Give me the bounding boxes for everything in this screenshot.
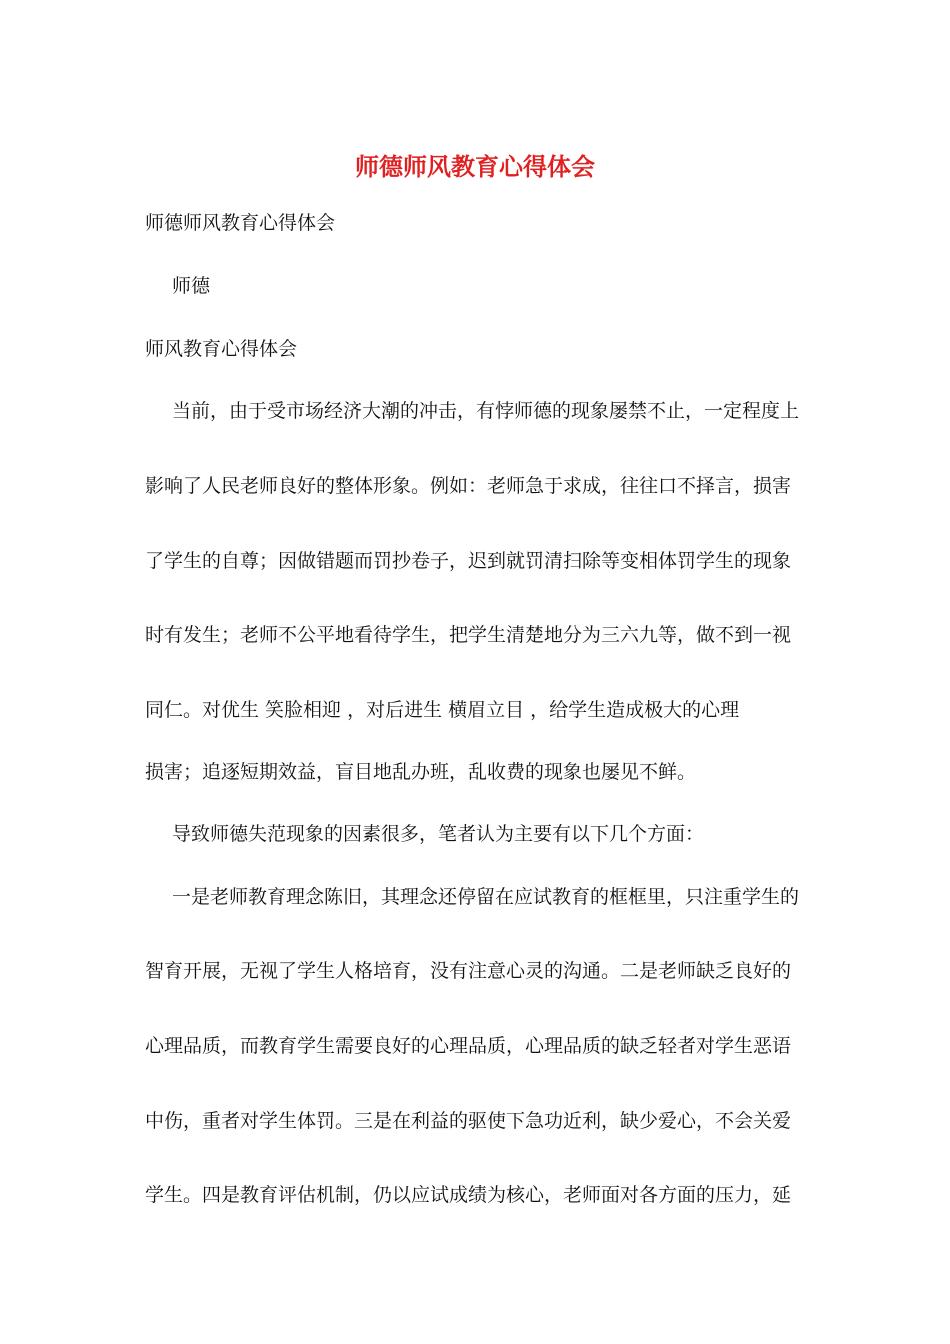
- paragraph-1-line-6: 损害；追逐短期效益，盲目地乱办班，乱收费的现象也屡见不鲜。: [145, 761, 697, 783]
- paragraph-3-line-1: 一是老师教育理念陈旧，其理念还停留在应试教育的框框里，只注重学生的: [172, 886, 800, 908]
- paragraph-3-line-5: 学生。四是教育评估机制，仍以应试成绩为核心，老师面对各方面的压力，延: [145, 1184, 792, 1206]
- paragraph-1-line-5: 同仁。对优生 笑脸相迎 ，对后进生 横眉立目 ，给学生造成极大的心理: [145, 699, 740, 721]
- paragraph-1-line-2: 影响了人民老师良好的整体形象。例如：老师急于求成，往往口不择言，损害: [145, 475, 792, 497]
- body-line-subheading-1: 师德: [172, 275, 211, 297]
- body-line-subheading-2: 师风教育心得体会: [145, 338, 298, 360]
- paragraph-3-line-2: 智育开展，无视了学生人格培育，没有注意心灵的沟通。二是老师缺乏良好的: [145, 960, 792, 982]
- paragraph-1-line-1: 当前，由于受市场经济大潮的冲击，有悖师德的现象屡禁不止，一定程度上: [172, 400, 800, 422]
- paragraph-1-line-3: 了学生的自尊；因做错题而罚抄卷子，迟到就罚清扫除等变相体罚学生的现象: [145, 550, 792, 572]
- paragraph-1-line-4: 时有发生；老师不公平地看待学生，把学生清楚地分为三六九等，做不到一视: [145, 624, 792, 646]
- document-title: 师德师风教育心得体会: [355, 152, 595, 181]
- paragraph-3-line-3: 心理品质，而教育学生需要良好的心理品质，心理品质的缺乏轻者对学生恶语: [145, 1035, 792, 1057]
- body-line-heading: 师德师风教育心得体会: [145, 212, 336, 234]
- paragraph-3-line-4: 中伤，重者对学生体罚。三是在利益的驱使下急功近利，缺少爱心，不会关爱: [145, 1110, 792, 1132]
- paragraph-2-line-1: 导致师德失范现象的因素很多，笔者认为主要有以下几个方面：: [172, 823, 705, 845]
